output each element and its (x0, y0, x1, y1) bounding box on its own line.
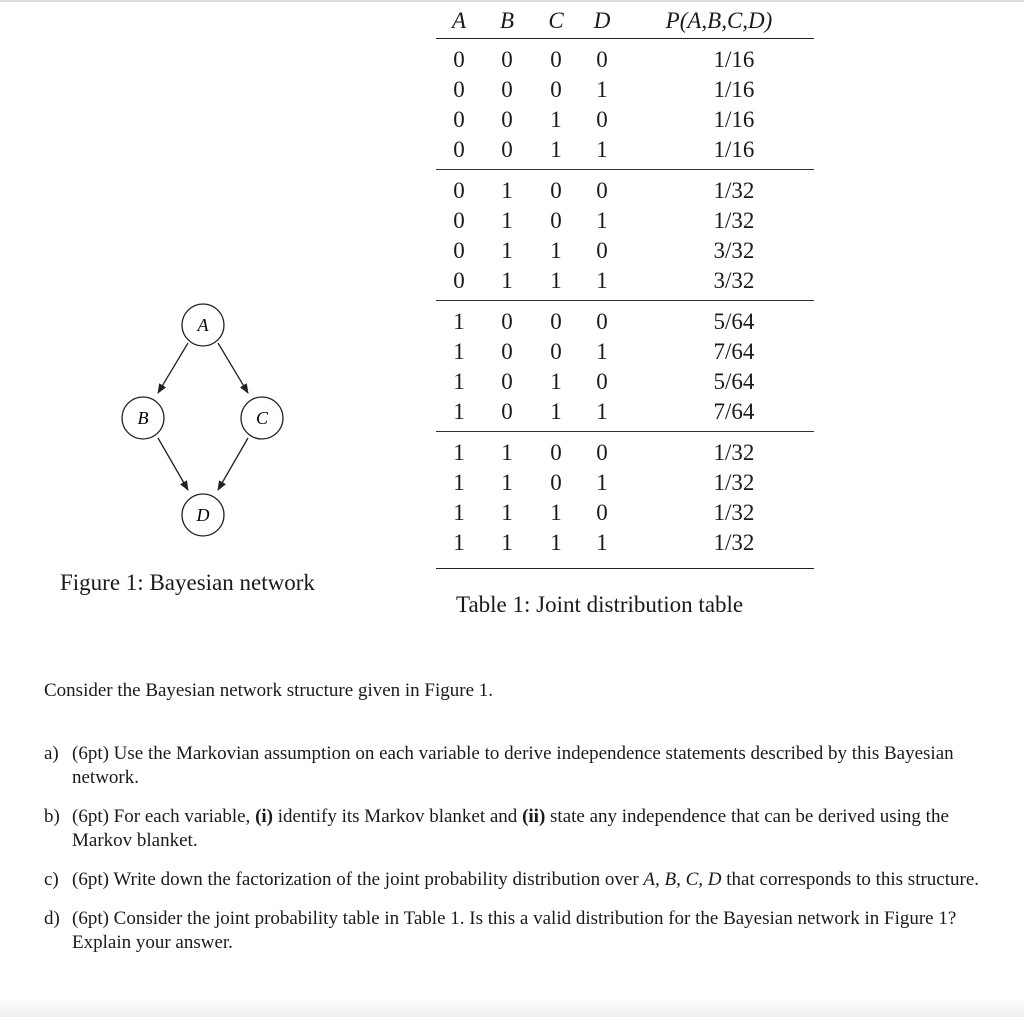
cell-probability: 3/32 (713, 238, 755, 263)
cell-d: 1 (580, 135, 624, 170)
node-d-label: D (196, 505, 210, 525)
cell-probability: 1/16 (713, 107, 755, 132)
question-d-text: (6pt) Consider the joint probability table in Table 1. Is this a valid distribution for the Bayesian network in Figure 1? Explain your answer. (72, 908, 957, 953)
question-b-marker-ii: (ii) (522, 806, 546, 827)
cell-c: 0 (550, 47, 562, 72)
question-c-label: c) (44, 869, 59, 890)
question-c-variables: A, B, C, D (643, 869, 722, 890)
cell-d: 1 (596, 339, 608, 364)
cell-b: 0 (501, 339, 513, 364)
cell-d: 0 (596, 309, 608, 334)
cell-a: 1 (453, 440, 465, 465)
cell-d: 1 (596, 470, 608, 495)
cell-c: 0 (550, 208, 562, 233)
table-caption: Table 1: Joint distribution table (456, 592, 744, 617)
question-c (44, 868, 990, 892)
cell-b: 1 (501, 470, 513, 495)
question-d (44, 907, 990, 955)
table-row (436, 206, 814, 236)
cell-c: 1 (532, 135, 580, 170)
cell-c: 1 (550, 500, 562, 525)
cell-c: 1 (532, 266, 580, 301)
cell-probability: 1/16 (624, 135, 814, 170)
cell-b: 1 (501, 208, 513, 233)
question-c-text-2: that corresponds to this structure. (721, 869, 980, 890)
cell-c: 1 (532, 528, 580, 569)
cell-c: 1 (550, 238, 562, 263)
cell-d: 0 (596, 440, 608, 465)
cell-b: 0 (501, 309, 513, 334)
cell-d: 0 (596, 369, 608, 394)
cell-probability: 7/64 (624, 397, 814, 432)
header-c: C (532, 4, 580, 39)
figure-bayesian-network (0, 0, 420, 620)
edge-a-b (158, 343, 188, 393)
table-row (436, 266, 814, 301)
node-b-label: B (137, 408, 149, 428)
cell-a: 0 (453, 238, 465, 263)
cell-d: 1 (580, 397, 624, 432)
header-b: B (482, 4, 532, 39)
cell-b: 1 (482, 528, 532, 569)
cell-b: 1 (501, 178, 513, 203)
cell-c: 1 (532, 397, 580, 432)
cell-c: 1 (550, 369, 562, 394)
table-row (436, 75, 814, 105)
edge-c-d (218, 438, 248, 490)
table-row (436, 498, 814, 528)
cell-probability: 1/32 (713, 178, 755, 203)
question-b-text-3: state any independence that can be derived using the Markov blanket. (72, 806, 949, 851)
question-b (44, 805, 990, 853)
cell-a: 0 (453, 107, 465, 132)
table-row (436, 468, 814, 498)
node-a (182, 304, 224, 346)
cell-a: 1 (453, 500, 465, 525)
node-d (182, 494, 224, 536)
cell-probability: 1/16 (713, 77, 755, 102)
question-list (44, 742, 990, 970)
cell-c: 0 (550, 178, 562, 203)
table-row (436, 236, 814, 266)
table-row (436, 337, 814, 367)
header-d: D (580, 4, 624, 39)
table-body (436, 39, 814, 569)
cell-d: 0 (596, 238, 608, 263)
cell-c: 0 (550, 339, 562, 364)
cell-probability: 1/32 (713, 440, 755, 465)
cell-a: 0 (453, 208, 465, 233)
table-row (436, 105, 814, 135)
table-row (436, 135, 814, 170)
question-b-label: b) (44, 806, 60, 827)
cell-a: 1 (436, 397, 482, 432)
cell-probability: 5/64 (713, 369, 755, 394)
cell-probability: 7/64 (713, 339, 755, 364)
node-c-label: C (255, 408, 269, 428)
cell-d: 1 (596, 208, 608, 233)
cell-b: 1 (482, 266, 532, 301)
cell-d: 1 (580, 528, 624, 569)
table-header-row (436, 4, 814, 39)
question-b-marker-i: (i) (255, 806, 273, 827)
cell-d: 0 (596, 107, 608, 132)
table-row (436, 528, 814, 569)
cell-probability: 1/32 (713, 470, 755, 495)
cell-b: 1 (501, 238, 513, 263)
node-a-label: A (197, 315, 209, 335)
cell-a: 0 (436, 135, 482, 170)
cell-a: 1 (453, 309, 465, 334)
cell-b: 0 (501, 47, 513, 72)
cell-d: 1 (596, 77, 608, 102)
node-c (241, 397, 283, 439)
cell-probability: 1/16 (713, 47, 755, 72)
intro-text: Consider the Bayesian network structure given in Figure 1. (44, 680, 494, 701)
cell-d: 1 (580, 266, 624, 301)
cell-b: 1 (501, 500, 513, 525)
cell-a: 1 (453, 369, 465, 394)
cell-c: 1 (550, 107, 562, 132)
cell-a: 0 (453, 178, 465, 203)
cell-d: 0 (596, 500, 608, 525)
cell-probability: 3/32 (624, 266, 814, 301)
table-row (436, 39, 814, 76)
cell-probability: 1/32 (713, 500, 755, 525)
question-b-text-1: (6pt) For each variable, (72, 806, 256, 827)
header-probability: P(A,B,C,D) (624, 4, 814, 39)
figure-caption: Figure 1: Bayesian network (60, 570, 315, 595)
cell-a: 0 (453, 77, 465, 102)
cell-probability: 1/32 (624, 528, 814, 569)
question-a-text: (6pt) Use the Markovian assumption on each variable to derive independence statements described by this Bayesian network. (72, 743, 954, 788)
cell-a: 1 (436, 528, 482, 569)
cell-d: 0 (596, 47, 608, 72)
page-bottom-fade (0, 997, 1024, 1017)
question-a (44, 742, 990, 790)
edge-a-c (218, 343, 248, 393)
question-a-label: a) (44, 743, 59, 764)
edge-b-d (158, 438, 188, 490)
cell-b: 0 (501, 107, 513, 132)
cell-probability: 1/32 (713, 208, 755, 233)
cell-probability: 5/64 (713, 309, 755, 334)
table-row (436, 301, 814, 338)
question-d-label: d) (44, 908, 60, 929)
cell-a: 1 (453, 339, 465, 364)
cell-b: 0 (501, 77, 513, 102)
cell-a: 1 (453, 470, 465, 495)
table-row (436, 170, 814, 207)
question-c-text-1: (6pt) Write down the factorization of the joint probability distribution over (72, 869, 644, 890)
table-row (436, 432, 814, 469)
cell-c: 0 (550, 309, 562, 334)
cell-d: 0 (596, 178, 608, 203)
cell-a: 0 (453, 47, 465, 72)
cell-b: 0 (482, 397, 532, 432)
cell-c: 0 (550, 440, 562, 465)
table-row (436, 367, 814, 397)
node-b (122, 397, 164, 439)
cell-c: 0 (550, 470, 562, 495)
network-diagram (0, 0, 420, 560)
joint-distribution-table (436, 4, 814, 569)
table-row (436, 397, 814, 432)
cell-b: 1 (501, 440, 513, 465)
cell-b: 0 (482, 135, 532, 170)
header-a: A (436, 4, 482, 39)
cell-b: 0 (501, 369, 513, 394)
cell-a: 0 (436, 266, 482, 301)
question-b-text-2: identify its Markov blanket and (273, 806, 523, 827)
cell-c: 0 (550, 77, 562, 102)
